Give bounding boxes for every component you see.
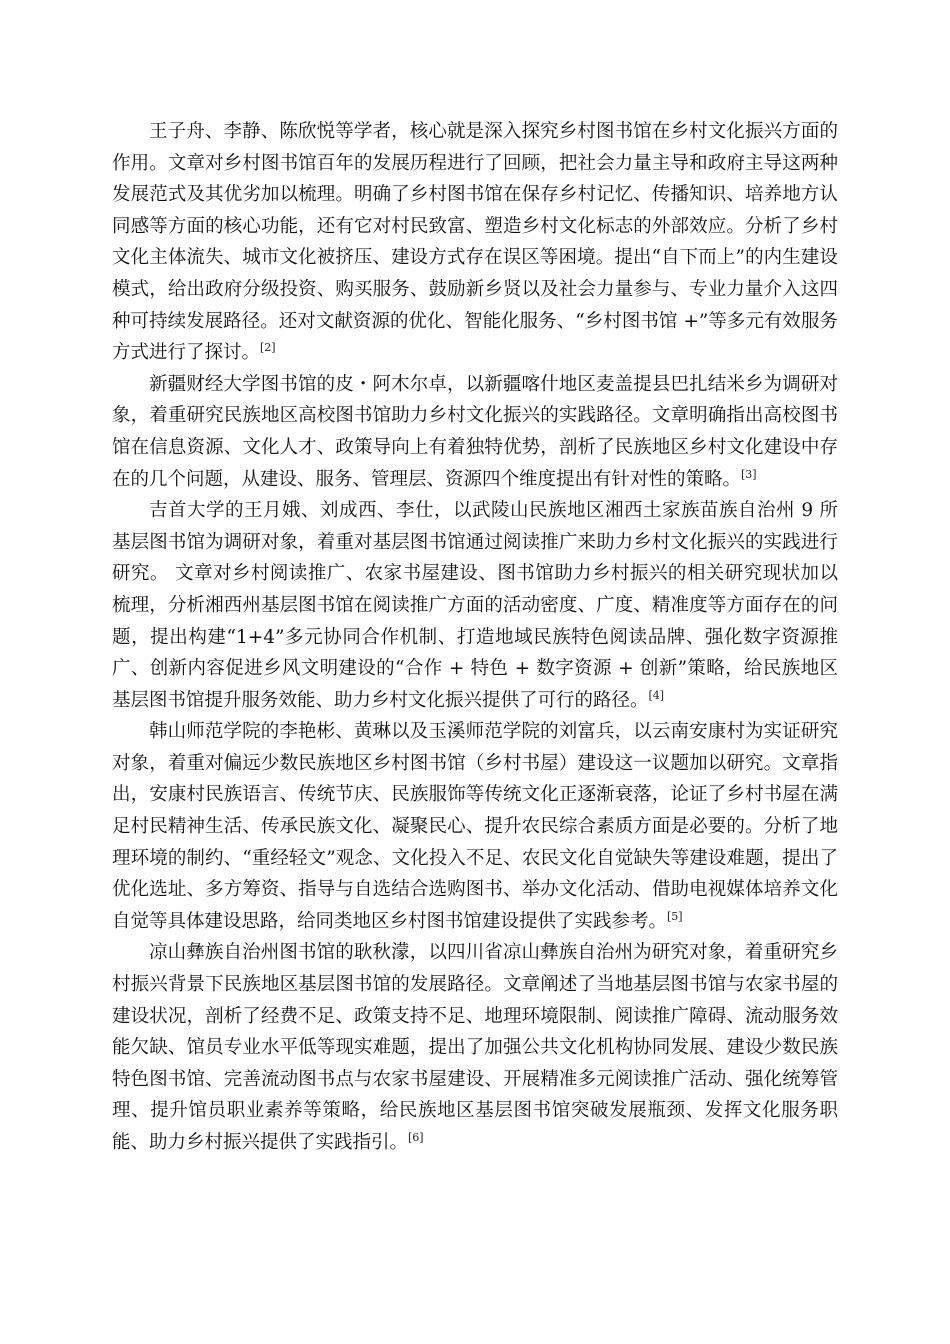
paragraph-text: 王子舟、李静、陈欣悦等学者，核心就是深入探究乡村图书馆在乡村文化振兴方面的作用。文章对乡村图书馆百年的发展历程进行了回顾，把社会力量主导和政府主导这两种发展范式及其优劣加以梳理。明确了乡村图书馆在保存乡村记忆、传播知识、培养地方认同感等方面的核心功能，还有它对村民致富、塑造乡村文化标志的外部效应。分析了乡村文化主体流失、城市文化被挤压、建设方式存在误区等困境。提出“自下而上”的内生建设模式，给出政府分级投资、购买服务、鼓励新乡贤以及社会力量参与、专业力量介入这四种可持续发展路径。还对文献资源的优化、智能化服务、“乡村图书馆 +”等多元有效服务方式进行了探讨。 bbox=[112, 121, 838, 364]
paragraph-5 bbox=[112, 937, 838, 1158]
citation-marker: [6] bbox=[408, 1131, 424, 1144]
paragraph-text: 韩山师范学院的李艳彬、黄琳以及玉溪师范学院的刘富兵，以云南安康村为实证研究对象，着重对偏远少数民族地区乡村图书馆（乡村书屋）建设这一议题加以研究。文章指出，安康村民族语言、传统节庆、民族服饰等传统文化正逐渐衰落，论证了乡村书屋在满足村民精神生活、传承民族文化、凝聚民心、提升农民综合素质方面是必要的。分析了地理环境的制约、“重经轻文”观念、文化投入不足、农民文化自觉缺失等建设难题，提出了优化选址、多方筹资、指导与自选结合选购图书、举办文化活动、借助电视媒体培养文化自觉等具体建设思路，给同类地区乡村图书馆建设提供了实践参考。 bbox=[112, 721, 838, 932]
citation-marker: [4] bbox=[648, 688, 665, 702]
paragraph-3 bbox=[112, 495, 838, 716]
paragraph-1 bbox=[112, 116, 838, 369]
paragraph-text: 凉山彝族自治州图书馆的耿秋濛，以四川省凉山彝族自治州为研究对象，着重研究乡村振兴背景下民族地区基层图书馆的发展路径。文章阐述了当地基层图书馆与农家书屋的建设状况，剖析了经费不足、政策支持不足、地理环境限制、阅读推广障碍、流动服务效能欠缺、馆员专业水平低等现实难题，提出了加强公共文化机构协同发展、建设少数民族特色图书馆、完善流动图书点与农家书屋建设、开展精准多元阅读推广活动、强化统筹管理、提升馆员职业素养等策略，给民族地区基层图书馆突破发展瓶颈、发挥文化服务职能、助力乡村振兴提供了实践指引。 bbox=[112, 942, 838, 1153]
citation-marker: [5] bbox=[667, 909, 683, 923]
paragraph-4 bbox=[112, 716, 838, 937]
paragraph-text: 吉首大学的王月娥、刘成西、李仕，以武陵山民族地区湘西土家族苗族自治州 9 所基层图书馆为调研对象，着重对基层图书馆通过阅读推广来助力乡村文化振兴的实践进行研究。 文章对乡村阅读推广、农家书屋建设、图书馆助力乡村振兴的相关研究现状加以梳理，分析湘西州基层图书馆在阅读推广方面的活动密度、广度、精准度等方面存在的问题，提出构建“1+4”多元协同合作机制、打造地域民族特色阅读品牌、强化数字资源推广、创新内容促进乡风文明建设的“合作 + 特色 + 数字资源 + 创新”策略，给民族地区基层图书馆提升服务效能、助力乡村文化振兴提供了可行的路径。 bbox=[112, 500, 838, 711]
citation-marker: [2] bbox=[260, 341, 276, 355]
paragraph-text: 新疆财经大学图书馆的皮・阿木尔卓，以新疆喀什地区麦盖提县巴扎结米乡为调研对象，着重研究民族地区高校图书馆助力乡村文化振兴的实践路径。文章明确指出高校图书馆在信息资源、文化人才、政策导向上有着独特优势，剖析了民族地区乡村文化建设中存在的几个问题，从建设、服务、管理层、资源四个维度提出有针对性的策略。 bbox=[112, 373, 838, 490]
body-text bbox=[112, 116, 838, 1159]
paragraph-2 bbox=[112, 369, 838, 495]
citation-marker: [3] bbox=[741, 467, 757, 481]
